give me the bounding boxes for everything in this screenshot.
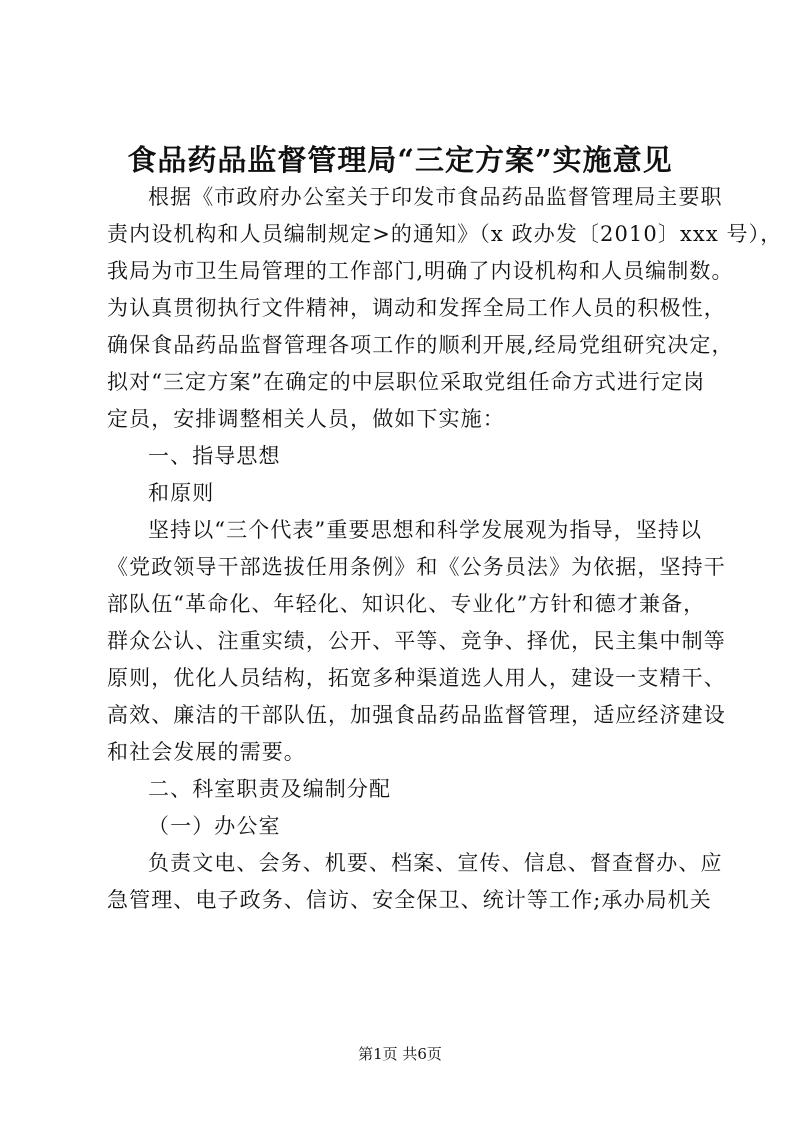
paragraph-line: 《党政领导干部选拔任用条例》和《公务员法》为依据，坚持干 xyxy=(107,555,726,579)
paragraph-line: 确保食品药品监督管理各项工作的顺利开展,经局党组研究决定， xyxy=(107,333,734,357)
paragraph-line: 为认真贯彻执行文件精神，调动和发挥全局工作人员的积极性， xyxy=(107,296,726,320)
paragraph-line: 责内设机构和人员编制规定>的通知》（x 政办发〔2010〕xxx 号）， xyxy=(107,222,783,246)
paragraph-line: 负责文电、会务、机要、档案、宣传、信息、督查督办、应 xyxy=(148,851,723,875)
section-heading: 一、指导思想 xyxy=(148,444,281,468)
section-heading: 二、科室职责及编制分配 xyxy=(148,777,392,801)
paragraph-line: 原则，优化人员结构，拓宽多种渠道选人用人，建设一支精干、 xyxy=(107,666,726,690)
paragraph-line: 和社会发展的需要。 xyxy=(107,740,306,764)
subsection-heading: （一）办公室 xyxy=(148,814,281,838)
document-title: 食品药品监督管理局“三定方案”实施意见 xyxy=(127,143,673,177)
paragraph-line: 拟对“三定方案”在确定的中层职位采取党组任命方式进行定岗 xyxy=(107,370,706,394)
paragraph-line: 急管理、电子政务、信访、安全保卫、统计等工作;承办局机关 xyxy=(107,888,712,912)
paragraph-line: 高效、廉洁的干部队伍，加强食品药品监督管理，适应经济建设 xyxy=(107,703,726,727)
paragraph-line: 根据《市政府办公室关于印发市食品药品监督管理局主要职 xyxy=(148,185,723,209)
page-footer: 第1页 共6页 xyxy=(358,1045,442,1063)
section-heading-continued: 和原则 xyxy=(148,481,215,505)
paragraph-line: 部队伍“革命化、年轻化、知识化、专业化”方针和德才兼备， xyxy=(107,592,706,616)
paragraph-line: 坚持以“三个代表”重要思想和科学发展观为指导，坚持以 xyxy=(148,518,703,542)
paragraph-line: 定员，安排调整相关人员，做如下实施： xyxy=(107,407,505,431)
paragraph-line: 我局为市卫生局管理的工作部门,明确了内设机构和人员编制数。 xyxy=(107,259,734,283)
paragraph-line: 群众公认、注重实绩，公开、平等、竞争、择优，民主集中制等 xyxy=(107,629,726,653)
